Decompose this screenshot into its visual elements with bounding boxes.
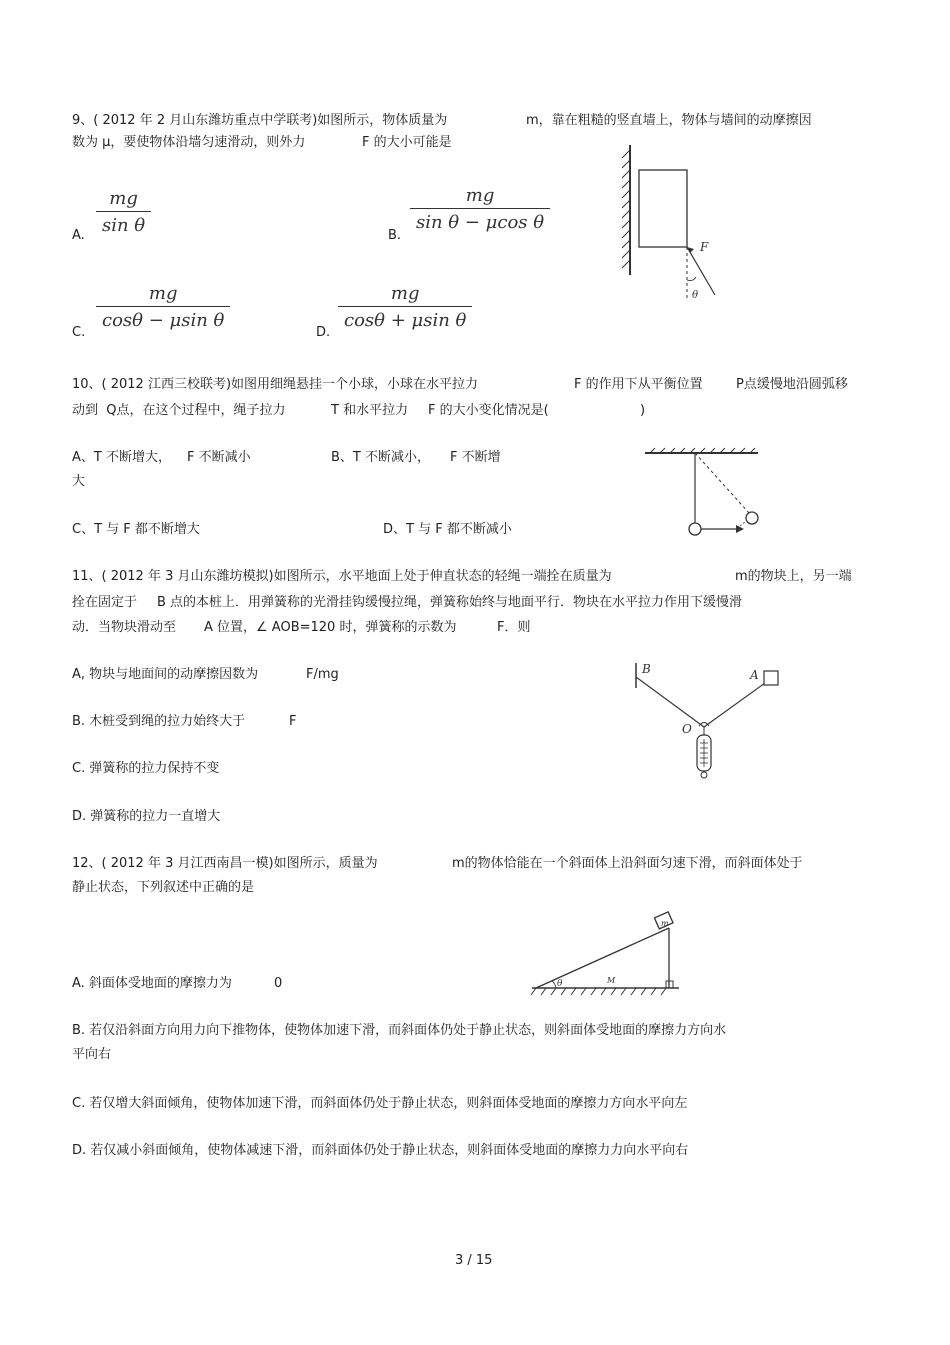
q9-option-d-label: D. — [316, 325, 331, 340]
q9-line1: 9、( 2012 年 2 月山东潍坊重点中学联考)如图所示，物体质量为 — [72, 113, 448, 128]
q12-incline-diagram — [524, 908, 694, 1000]
q12-fig-label-big-m: M — [607, 976, 616, 985]
q12-option-a2: 0 — [274, 976, 283, 991]
q10-option-a2: F 不断减小 — [187, 450, 251, 465]
q11-line2: 拴在固定于 — [72, 595, 138, 610]
q9-option-c-numerator: mg — [148, 283, 178, 304]
q11-option-a: A, 物块与地面间的动摩擦因数为 — [72, 667, 259, 682]
q12-option-c: C. 若仅增大斜面倾角，使物体加速下滑，而斜面体仍处于静止状态，则斜面体受地面的摩擦力方向水平向左 — [72, 1096, 688, 1111]
q10-line1b: F 的作用下从平衡位置 — [574, 377, 703, 392]
q12-line1: 12、( 2012 年 3 月江西南昌一模)如图所示，质量为 — [72, 856, 378, 871]
q9-line1b: m，靠在粗糙的竖直墙上，物体与墙间的动摩擦因 — [526, 113, 812, 128]
q9-option-b-label: B. — [388, 228, 402, 243]
q12-line2: 静止状态，下列叙述中正确的是 — [72, 880, 255, 895]
q11-line1b: m的物块上，另一端 — [735, 569, 852, 584]
q10-line2: 动到 Q点，在这个过程中，绳子拉力 — [72, 403, 286, 418]
q12-fig-label-theta: θ — [557, 979, 563, 989]
q9-option-c-fraction — [96, 283, 230, 331]
q9-option-a-numerator: mg — [109, 188, 138, 209]
q10-line2b: T 和水平拉力 — [331, 403, 409, 418]
q11-rope-diagram — [628, 655, 788, 783]
q11-option-b2: F — [289, 714, 297, 729]
q9-option-a-denominator: sin θ — [96, 211, 151, 236]
q9-option-d-numerator: mg — [390, 283, 420, 304]
q12-fig-label-small-m: m — [661, 919, 669, 928]
q11-option-c: C. 弹簧称的拉力保持不变 — [72, 761, 220, 776]
q11-line3c: F．则 — [497, 620, 531, 635]
q10-line2d: ) — [640, 403, 646, 418]
q9-wall-diagram — [615, 140, 725, 305]
q11-option-a2: F/mg — [306, 667, 339, 682]
q9-option-b-denominator: sin θ − μcos θ — [410, 208, 550, 233]
q11-fig-label-o: O — [682, 722, 692, 736]
q9-option-d-fraction — [338, 283, 472, 331]
q10-option-c: C、T 与 F 都不断增大 — [72, 522, 200, 537]
q12-option-b: B. 若仅沿斜面方向用力向下推物体，使物体加速下滑，而斜面体仍处于静止状态，则斜面体受地面的摩擦力方向水 — [72, 1023, 727, 1038]
q11-fig-label-b: B — [642, 662, 651, 676]
q9-option-b-numerator: mg — [465, 185, 495, 206]
q10-line1: 10、( 2012 江西三校联考)如图用细绳悬挂一个小球，小球在水平拉力 — [72, 377, 479, 392]
q10-option-b2: F 不断增 — [450, 450, 501, 465]
q10-option-d: D、T 与 F 都不断减小 — [383, 522, 512, 537]
q10-line2c: F 的大小变化情况是( — [428, 403, 549, 418]
q9-option-a-label: A. — [72, 228, 85, 243]
q11-option-b: B. 木桩受到绳的拉力始终大于 — [72, 714, 246, 729]
q12-option-a: A. 斜面体受地面的摩擦力为 — [72, 976, 232, 991]
q11-line3b: A 位置，∠ AOB=120 时，弹簧称的示数为 — [204, 620, 457, 635]
q11-line2b: B 点的本桩上．用弹簧称的光滑挂钩缓慢拉绳，弹簧称始终与地面平行．物块在水平拉力作用下缓慢滑 — [157, 595, 743, 610]
q9-option-d-denominator: cosθ + μsin θ — [338, 306, 472, 331]
q9-option-c-label: C. — [72, 325, 86, 340]
q9-option-b-fraction — [410, 185, 550, 233]
q12-option-b2: 平向右 — [72, 1047, 112, 1062]
q10-line1c: P点缓慢地沿圆弧移 — [736, 377, 848, 392]
q9-line2: 数为 μ，要使物体沿墙匀速滑动，则外力 — [72, 135, 306, 150]
q9-fig-label-f: F — [700, 240, 709, 254]
q9-fig-label-theta: θ — [692, 290, 699, 301]
q12-line1b: m的物体恰能在一个斜面体上沿斜面匀速下滑，而斜面体处于 — [452, 856, 803, 871]
q10-option-b: B、T 不断减小， — [331, 450, 430, 465]
page-number: 3 / 15 — [455, 1253, 493, 1268]
q10-pendulum-diagram — [640, 444, 765, 544]
q11-line3: 动．当物块滑动至 — [72, 620, 177, 635]
q9-line2b: F 的大小可能是 — [362, 135, 452, 150]
q10-option-b3: 大 — [72, 474, 86, 489]
q10-option-a: A、T 不断增大， — [72, 450, 171, 465]
q9-option-a-fraction — [96, 188, 151, 236]
q11-line1: 11、( 2012 年 3 月山东潍坊模拟)如图所示，水平地面上处于伸直状态的轻绳一端拴在质量为 — [72, 569, 612, 584]
q11-option-d: D. 弹簧称的拉力一直增大 — [72, 809, 221, 824]
q9-option-c-denominator: cosθ − μsin θ — [96, 306, 230, 331]
q11-fig-label-a: A — [750, 668, 759, 682]
q12-option-d: D. 若仅减小斜面倾角，使物体减速下滑，而斜面体仍处于静止状态，则斜面体受地面的摩擦力力向水平向右 — [72, 1143, 689, 1158]
